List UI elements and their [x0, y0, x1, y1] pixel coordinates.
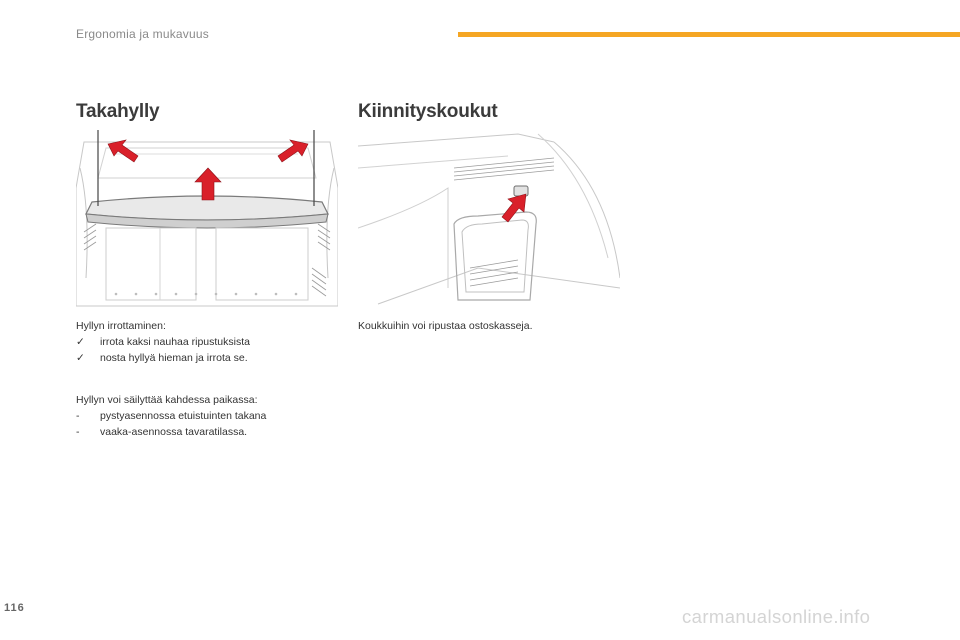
arrow-up-right-icon	[502, 194, 526, 222]
dash-bullet: -	[76, 410, 80, 422]
list-item: ✓ irrota kaksi nauhaa ripustuksista	[76, 336, 250, 348]
arrow-up-left-icon	[108, 140, 138, 162]
header-accent-bar	[458, 32, 960, 37]
arrow-up-right-icon	[278, 140, 308, 162]
list-item: - vaaka-asennossa tavaratilassa.	[76, 426, 248, 438]
parcel-shelf-illustration	[76, 128, 338, 308]
hooks-description: Koukkuihin voi ripustaa ostoskasseja.	[358, 320, 533, 332]
list-item: - pystyasennossa etuistuinten takana	[76, 410, 267, 422]
arrow-up-center-icon	[195, 168, 221, 200]
list-item: ✓ nosta hyllyä hieman ja irrota se.	[76, 352, 248, 364]
dash-bullet: -	[76, 426, 80, 438]
shelf-storage-info	[76, 392, 266, 440]
checkbox-bullet-icon: ✓	[76, 336, 85, 348]
storage-intro: Hyllyn voi säilyttää kahdessa paikassa:	[76, 394, 258, 406]
checkbox-bullet-icon: ✓	[76, 352, 85, 364]
watermark: carmanualsonline.info	[682, 606, 871, 627]
bag-hooks-illustration	[358, 128, 620, 308]
section-title-kiinnityskoukut: Kiinnityskoukut	[358, 101, 498, 122]
section-title-takahylly: Takahylly	[76, 101, 160, 122]
shelf-removal-instructions	[76, 318, 250, 366]
page-number: 116	[4, 602, 25, 614]
removal-intro: Hyllyn irrottaminen:	[76, 320, 166, 332]
running-header: Ergonomia ja mukavuus	[76, 27, 209, 41]
